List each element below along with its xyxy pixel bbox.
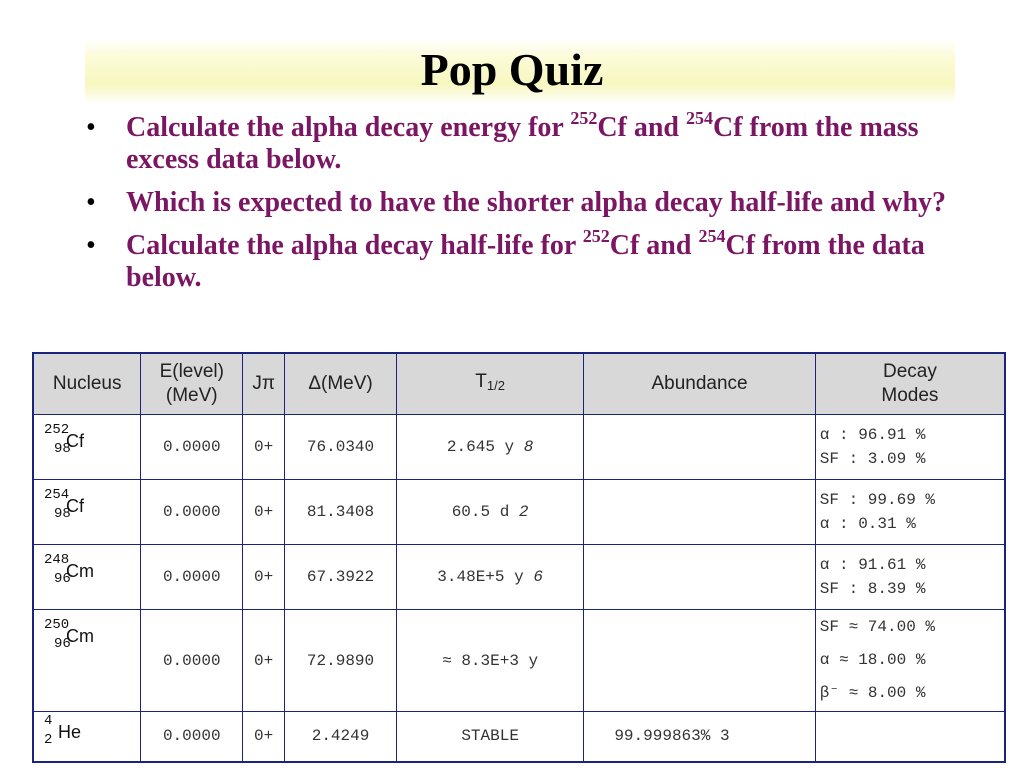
table-row — [33, 712, 1005, 762]
header-jpi: Jπ — [243, 353, 285, 415]
delta-cell: 81.3408 — [285, 480, 397, 545]
elevel-cell: 0.0000 — [141, 415, 243, 480]
half-life-cell: 60.5 d 2 — [396, 480, 583, 545]
nucleus-cell: 248 96 Cm — [33, 545, 141, 610]
half-life-cell: 2.645 y 8 — [396, 415, 583, 480]
elevel-cell: 0.0000 — [141, 610, 243, 712]
elevel-cell: 0.0000 — [141, 712, 243, 762]
delta-cell: 2.4249 — [285, 712, 397, 762]
header-nucleus: Nucleus — [33, 353, 141, 415]
jpi-cell: 0+ — [243, 415, 285, 480]
elevel-cell: 0.0000 — [141, 480, 243, 545]
delta-cell: 76.0340 — [285, 415, 397, 480]
bullet-item: • Calculate the alpha decay energy for $^{252}$Cf and $^{254}$Cf from the mass excess data below. — [86, 107, 919, 175]
delta-cell: 72.9890 — [285, 610, 397, 712]
header-elevel: E(level) (MeV) — [141, 353, 243, 415]
jpi-cell: 0+ — [243, 610, 285, 712]
nucleus-cell: 250 96 Cm — [33, 610, 141, 712]
bullet-list — [82, 107, 962, 305]
decay-modes-cell: SF : 99.69 % α : 0.31 % — [815, 480, 1005, 545]
bullet-dot-icon: • — [86, 187, 96, 218]
abundance-cell — [584, 415, 815, 480]
abundance-cell — [584, 545, 815, 610]
decay-modes-cell — [815, 712, 1005, 762]
header-decay-modes: Decay Modes — [815, 353, 1005, 415]
nucleus-cell: 4 2 He — [33, 712, 141, 762]
half-life-cell: STABLE — [396, 712, 583, 762]
bullet-dot-icon: • — [86, 112, 96, 143]
bullet-dot-icon: • — [86, 230, 96, 261]
header-delta: Δ(MeV) — [285, 353, 397, 415]
header-abundance: Abundance — [584, 353, 815, 415]
abundance-cell — [584, 480, 815, 545]
table-row — [33, 415, 1005, 480]
elevel-cell: 0.0000 — [141, 545, 243, 610]
jpi-cell: 0+ — [243, 480, 285, 545]
decay-modes-cell: α : 96.91 % SF : 3.09 % — [815, 415, 1005, 480]
jpi-cell: 0+ — [243, 545, 285, 610]
table-row — [33, 480, 1005, 545]
half-life-cell: ≈ 8.3E+3 y — [396, 610, 583, 712]
nuclear-data-table — [32, 352, 1006, 763]
jpi-cell: 0+ — [243, 712, 285, 762]
bullet-item: • Calculate the alpha decay half-life for $^{252}$Cf and $^{254}$Cf from the data below. — [86, 225, 925, 293]
table-row — [33, 545, 1005, 610]
decay-modes-cell: α : 91.61 % SF : 8.39 % — [815, 545, 1005, 610]
bullet-item: • Which is expected to have the shorter alpha decay half-life and why? — [86, 187, 947, 218]
delta-cell: 67.3922 — [285, 545, 397, 610]
half-life-cell: 3.48E+5 y 6 — [396, 545, 583, 610]
abundance-cell — [584, 610, 815, 712]
nucleus-cell: 252 98 Cf — [33, 415, 141, 480]
header-half-life: $T_{1/2}$ — [396, 353, 583, 415]
nucleus-cell: 254 98 Cf — [33, 480, 141, 545]
decay-modes-cell: SF ≈ 74.00 % α ≈ 18.00 % β⁻ ≈ 8.00 % — [815, 610, 1005, 712]
slide-title: Pop Quiz — [420, 44, 604, 95]
abundance-cell: 99.999863% 3 — [584, 712, 815, 762]
table-header-row — [33, 353, 1005, 415]
table-row — [33, 610, 1005, 712]
